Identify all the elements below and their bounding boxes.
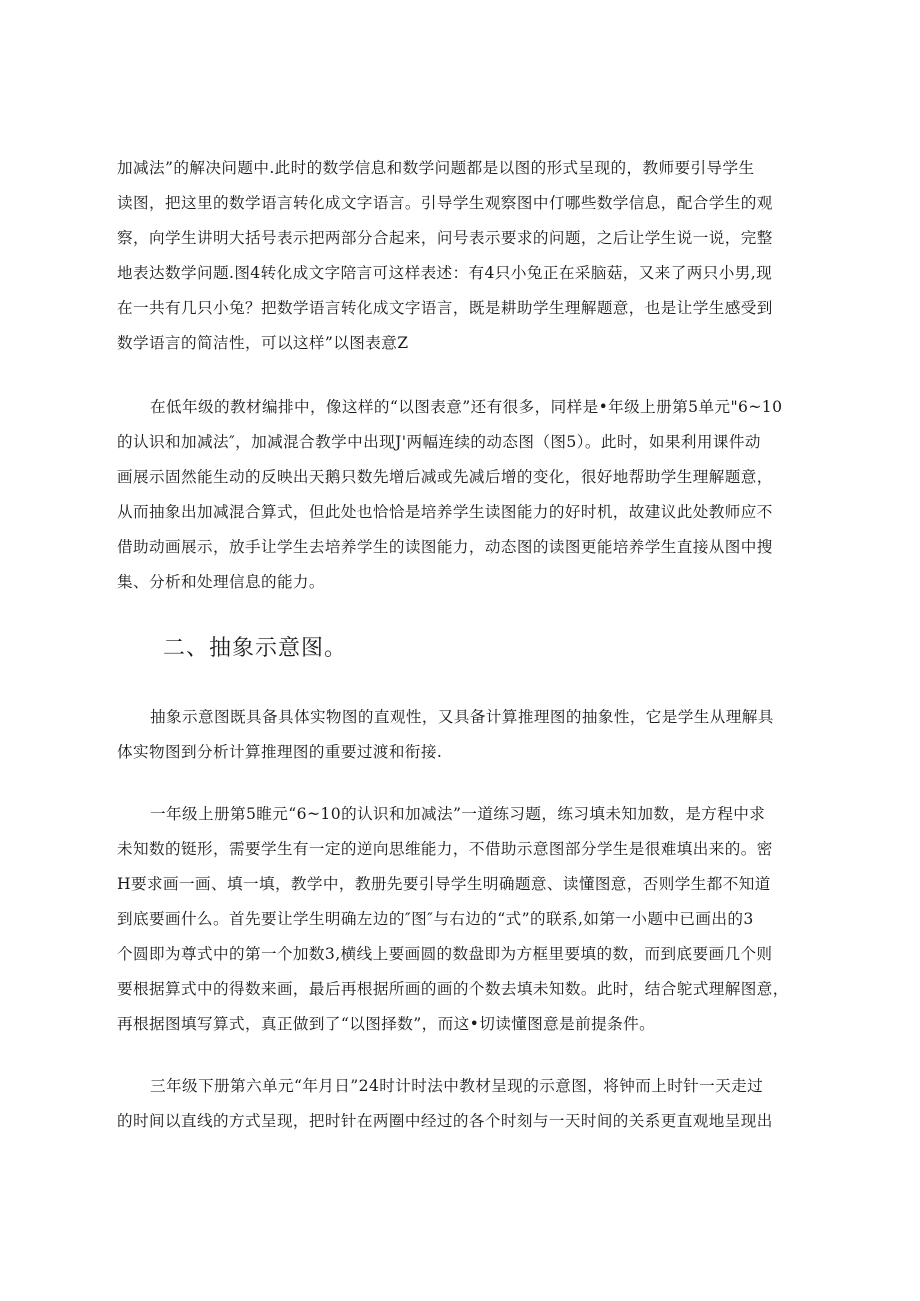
paragraph-line: 三年级下册第六单元“年月日”24时计时法中教材呈现的示意图，将钟而上时针一天走过: [150, 1077, 764, 1095]
paragraph-line: 读图，把这里的数学语言转化成文字语言。引导学生观察图中仃哪些数学信息，配合学生的观: [117, 194, 773, 212]
paragraph-line: 再根据图填写算式，真正做到了“以图择数”，而这•切读懂图意是前提条件。: [117, 1015, 656, 1033]
paragraph-line: 察，向学生讲明大括号表示把两部分合起来，问号表示要求的问题，之后让学生说一说，完整: [117, 229, 773, 247]
paragraph-line: 个圆即为尊式中的第一个加数3,横线上要画圆的数盘即为方框里要填的数，而到底要画几个则: [117, 945, 773, 963]
paragraph-line: 体实物图到分析计算推理图的重要过渡和衔接.: [117, 743, 443, 761]
paragraph-line: 从而抽象出加减混合算式，但此处也恰恰是培养学生读图能力的好时机，故建议此处教师应不: [117, 503, 773, 521]
paragraph-line: 在一共有几只小兔？把数学语言转化成文字语言，既是耕助学生理解题意，也是让学生感受到: [117, 299, 773, 317]
section-heading: 二、抽象示意图。: [163, 636, 348, 661]
paragraph-line: H要求画一画、填一填，教学中，教册先要引导学生明确题意、读懂图意，否则学生都不知道: [117, 875, 771, 893]
paragraph-line: 数学语言的简洁性，可以这样”以图表意Z: [117, 334, 409, 352]
paragraph-line: 的认识和加减法″，加减混合教学中出现J'两幅连续的动态图（图5）。此时，如果利用课件动: [117, 433, 761, 451]
paragraph-line: 一年级上册第5睢元“6~10的认识和加减法”一道练习题，练习填未知加数，是方程中求: [150, 805, 766, 823]
paragraph-line: 借助动画展示，放手让学生去培养学生的读图能力，动态图的读图更能培养学生直接从图中搜: [117, 538, 773, 556]
paragraph-line: 加减法”的解决问题中.此时的数学信息和数学问题都是以图的形式呈现的，教师要引导学生: [117, 159, 755, 177]
paragraph-line: 到底要画什么。首先要让学生明确左边的″图″与右边的“式”的联系,如第一小题中已画出的3: [117, 910, 754, 928]
paragraph-line: 在低年级的教材编排中，像这样的“以图表意”还有很多，同样是•年级上册第5单元"6~10: [150, 398, 783, 416]
paragraph-line: 地表达数学问题.图4转化成文字陪言可这样表述：有4只小兔正在采脑菇，又来了两只小男,现: [117, 264, 773, 282]
paragraph-line: 要根据算式中的得数来画，最后再根据所画的画的个数去填未知数。此时，结合鸵式理解图意，: [117, 980, 789, 998]
paragraph-line: 画展示固然能生动的反映出天鹅只数先增后减或先减后增的变化，很好地帮助学生理解题意，: [117, 468, 773, 486]
paragraph-line: 未知数的铤形，需要学生有一定的逆向思维能力，不借助示意图部分学生是很难填出来的。密: [117, 840, 773, 858]
paragraph-line: 的时间以直线的方式呈现，把时针在两圈中经过的各个时刻与一天时间的关系更直观地呈现出: [117, 1112, 773, 1130]
paragraph-line: 抽象示意图既具备具体实物图的直观性，又具备计算推理图的抽象性，它是学生从理解具: [150, 708, 774, 726]
paragraph-line: 集、分析和处理信息的能力。: [117, 573, 325, 591]
